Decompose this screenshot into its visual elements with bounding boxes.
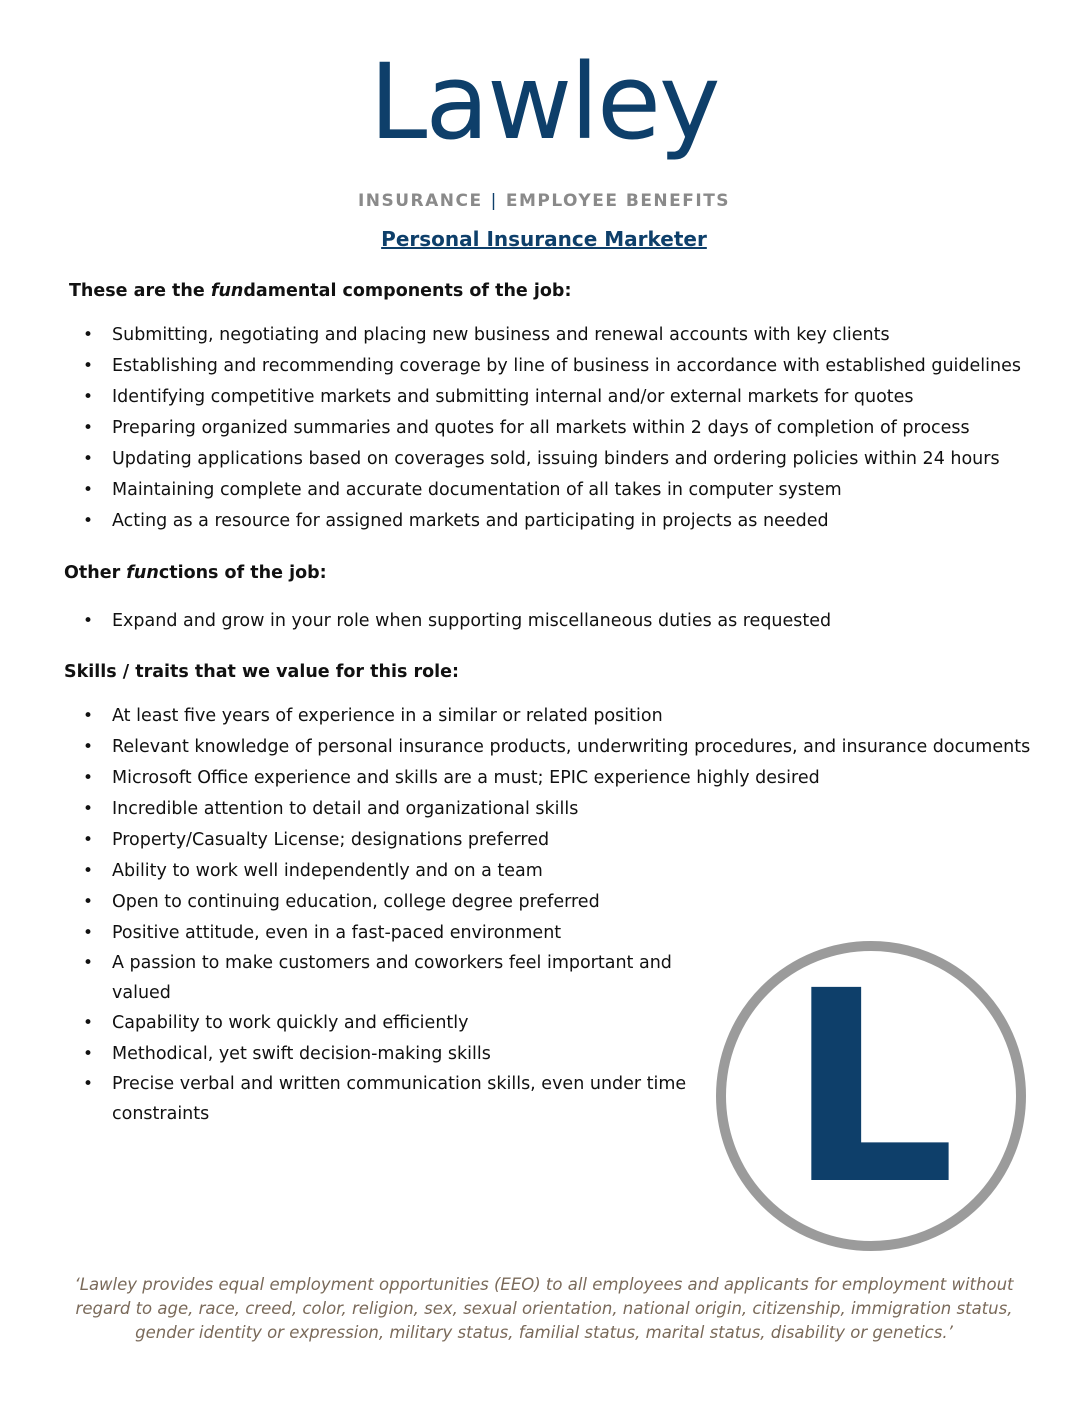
list-item: • Preparing organized summaries and quotes for all markets within 2 days of completion of process xyxy=(0,413,1021,444)
list-item: • Updating applications based on coverages sold, issuing binders and ordering policies within 24 hours xyxy=(0,444,1021,475)
list-item: • Methodical, yet swift decision-making skills xyxy=(0,1039,1030,1070)
tagline-employee-benefits: EMPLOYEE BENEFITS xyxy=(505,191,731,211)
other-heading-em: fun xyxy=(126,563,159,583)
list-item: • Acting as a resource for assigned markets and participating in projects as needed xyxy=(0,506,1021,537)
tagline-insurance: INSURANCE xyxy=(357,191,483,211)
fundamentals-heading-pre: These are the xyxy=(69,281,211,301)
list-item: • Precise verbal and written communication skills, even under time constraints xyxy=(0,1070,692,1129)
other-heading-pre: Other xyxy=(64,563,127,583)
list-item: • Identifying competitive markets and submitting internal and/or external markets for quotes xyxy=(0,382,1021,413)
list-item: • At least five years of experience in a similar or related position xyxy=(0,701,1030,732)
list-item: • Incredible attention to detail and organizational skills xyxy=(0,794,1030,825)
fundamentals-heading-em: fun xyxy=(210,281,244,301)
list-item: • A passion to make customers and coworkers feel important and valued xyxy=(0,949,692,1008)
job-title: Personal Insurance Marketer xyxy=(381,227,707,251)
list-item: • Positive attitude, even in a fast-paced environment xyxy=(0,918,1030,949)
skills-heading: Skills / traits that we value for this role: xyxy=(64,662,459,682)
list-item: • Capability to work quickly and efficiently xyxy=(0,1008,1030,1039)
list-item: • Establishing and recommending coverage by line of business in accordance with established guidelines xyxy=(0,351,1021,382)
other-functions-list xyxy=(0,606,831,637)
lawley-logo: Lawley xyxy=(369,41,719,163)
list-item: • Property/Casualty License; designations preferred xyxy=(0,825,1030,856)
list-item: • Open to continuing education, college degree preferred xyxy=(0,887,1030,918)
list-item: • Microsoft Office experience and skills are a must; EPIC experience highly desired xyxy=(0,763,1030,794)
emblem-letter: L xyxy=(787,940,956,1243)
lawley-emblem-icon xyxy=(715,940,1027,1252)
fundamentals-heading xyxy=(69,281,571,301)
fundamentals-list xyxy=(0,320,1021,537)
list-item: • Expand and grow in your role when supporting miscellaneous duties as requested xyxy=(0,606,831,637)
eeo-statement: ‘Lawley provides equal employment opportunities (EEO) to all employees and applicants for employment without regard to age, race, creed, color, religion, sex, sexual orientation, national origin, citizenship, immigration status, gender identity or expression, military status, familial status, marital status, disability or genetics.’ xyxy=(74,1275,1014,1342)
fundamentals-heading-post: damental components of the job: xyxy=(243,281,572,301)
company-tagline xyxy=(0,191,1088,211)
other-functions-heading xyxy=(64,563,327,583)
list-item: • Relevant knowledge of personal insurance products, underwriting procedures, and insurance documents xyxy=(0,732,1030,763)
list-item: • Ability to work well independently and on a team xyxy=(0,856,1030,887)
tagline-separator: | xyxy=(490,191,498,211)
other-heading-post: ctions of the job: xyxy=(158,563,327,583)
list-item: • Maintaining complete and accurate documentation of all takes in computer system xyxy=(0,475,1021,506)
list-item: • Submitting, negotiating and placing new business and renewal accounts with key clients xyxy=(0,320,1021,351)
